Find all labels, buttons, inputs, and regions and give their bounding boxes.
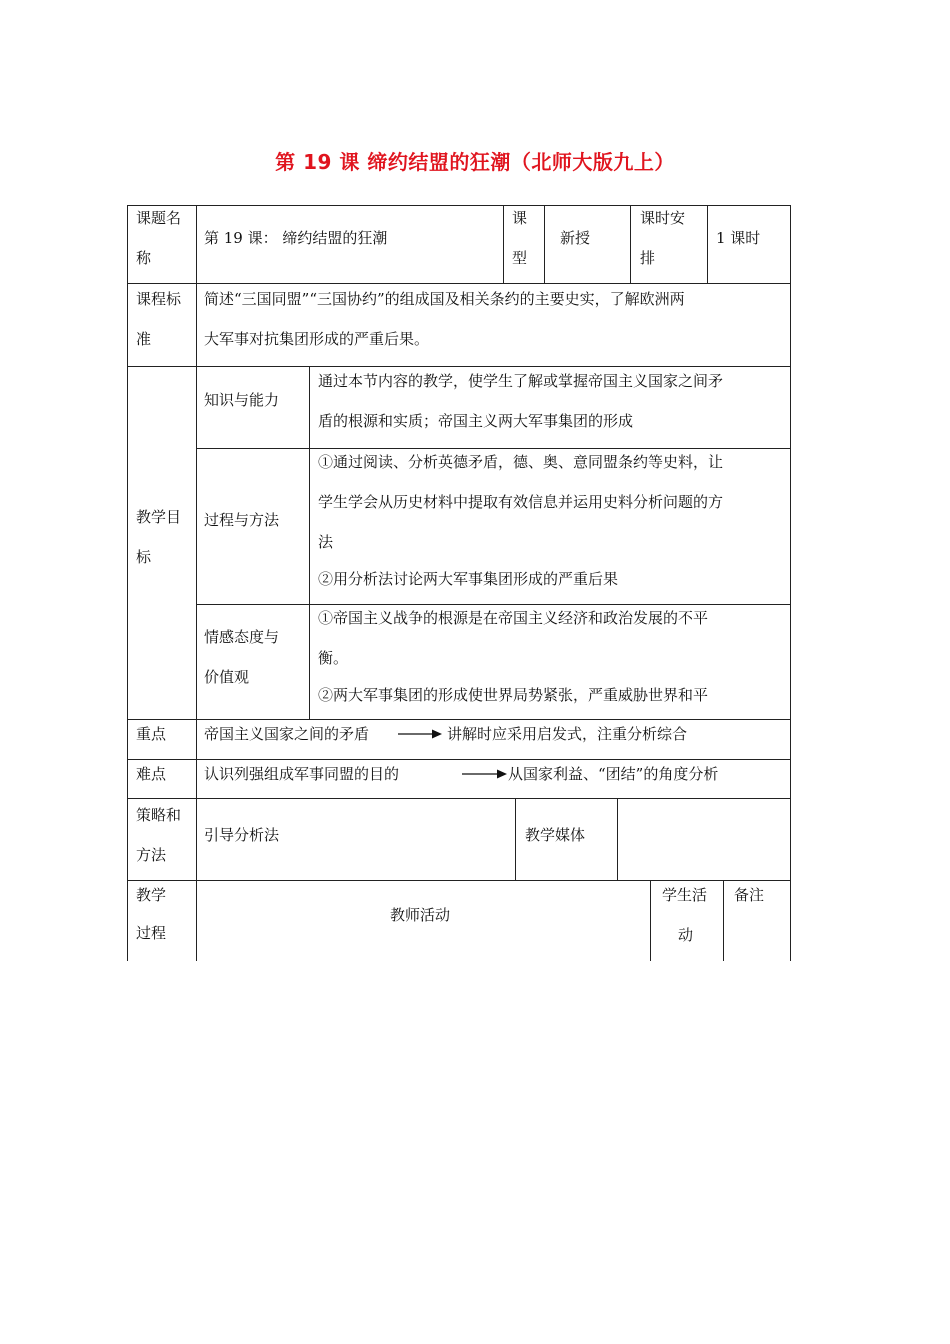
type-value: 新授 <box>560 229 591 247</box>
table-border-top <box>127 205 791 206</box>
emotion-text: ①帝国主义战争的根源是在帝国主义经济和政治发展的不平 <box>318 609 709 627</box>
emotion-text: ②两大军事集团的形成使世界局势紧张，严重威胁世界和平 <box>318 686 709 704</box>
process-header-label: 教学 <box>136 886 167 904</box>
page-title: 第 19 课 缔约结盟的狂潮（北师大版九上） <box>275 150 675 174</box>
key-point-label: 重点 <box>136 725 167 743</box>
strategy-value: 引导分析法 <box>204 826 280 844</box>
table-col-divider <box>515 798 516 880</box>
student-activity-header: 学生活 <box>662 886 708 904</box>
standard-text: 大军事对抗集团形成的严重后果。 <box>204 330 430 348</box>
standard-label: 课程标 <box>136 290 182 308</box>
topic-label: 称 <box>136 249 152 267</box>
goals-label: 标 <box>136 548 152 566</box>
table-col-divider <box>309 366 310 719</box>
teacher-activity-header: 教师活动 <box>390 906 451 924</box>
table-col-divider <box>196 205 197 961</box>
emotion-text: 衡。 <box>318 649 349 667</box>
standard-text: 简述“三国同盟”“三国协约”的组成国及相关条约的主要史实，了解欧洲两 <box>204 290 685 308</box>
strategy-label: 策略和 <box>136 806 182 824</box>
table-col-divider <box>707 205 708 283</box>
knowledge-label: 知识与能力 <box>204 391 280 409</box>
goals-label: 教学目 <box>136 508 182 526</box>
knowledge-text: 盾的根源和实质；帝国主义两大军事集团的形成 <box>318 412 634 430</box>
emotion-label: 情感态度与 <box>204 628 280 646</box>
table-col-divider <box>723 880 724 961</box>
hours-value: 1 课时 <box>716 229 761 247</box>
type-label: 型 <box>512 249 528 267</box>
hours-label: 排 <box>640 249 656 267</box>
strategy-label: 方法 <box>136 846 167 864</box>
arrow-right-icon <box>462 768 508 780</box>
process-label: 过程与方法 <box>204 511 280 529</box>
hours-label: 课时安 <box>640 209 686 227</box>
table-col-divider <box>650 880 651 961</box>
process-text: 学生学会从历史材料中提取有效信息并运用史料分析问题的方 <box>318 493 724 511</box>
table-border-left <box>127 205 128 961</box>
notes-header: 备注 <box>734 886 765 904</box>
table-rule <box>127 798 791 799</box>
difficulty-label: 难点 <box>136 765 167 783</box>
process-header-label: 过程 <box>136 924 167 942</box>
arrow-right-icon <box>398 728 443 740</box>
process-text: 法 <box>318 533 334 551</box>
knowledge-text: 通过本节内容的教学，使学生了解或掌握帝国主义国家之间矛 <box>318 372 724 390</box>
table-col-divider <box>617 798 618 880</box>
key-point-method: 讲解时应采用启发式，注重分析综合 <box>447 725 688 743</box>
topic-label: 课题名 <box>136 209 182 227</box>
media-label: 教学媒体 <box>525 826 586 844</box>
key-point-text: 帝国主义国家之间的矛盾 <box>204 725 370 743</box>
difficulty-text: 认识列强组成军事同盟的目的 <box>204 765 400 783</box>
table-col-divider <box>544 205 545 283</box>
table-col-divider <box>630 205 631 283</box>
process-text: ①通过阅读、分析英德矛盾，德、奥、意同盟条约等史料，让 <box>318 453 724 471</box>
type-label: 课 <box>512 209 528 227</box>
process-text: ②用分析法讨论两大军事集团形成的严重后果 <box>318 570 619 588</box>
table-border-right <box>790 205 791 961</box>
topic-value: 第 19 课： 缔约结盟的狂潮 <box>204 229 388 247</box>
standard-label: 准 <box>136 330 152 348</box>
difficulty-method: 从国家利益、“团结”的角度分析 <box>508 765 719 783</box>
student-activity-header: 动 <box>678 926 694 944</box>
emotion-label: 价值观 <box>204 668 250 686</box>
table-col-divider <box>503 205 504 283</box>
